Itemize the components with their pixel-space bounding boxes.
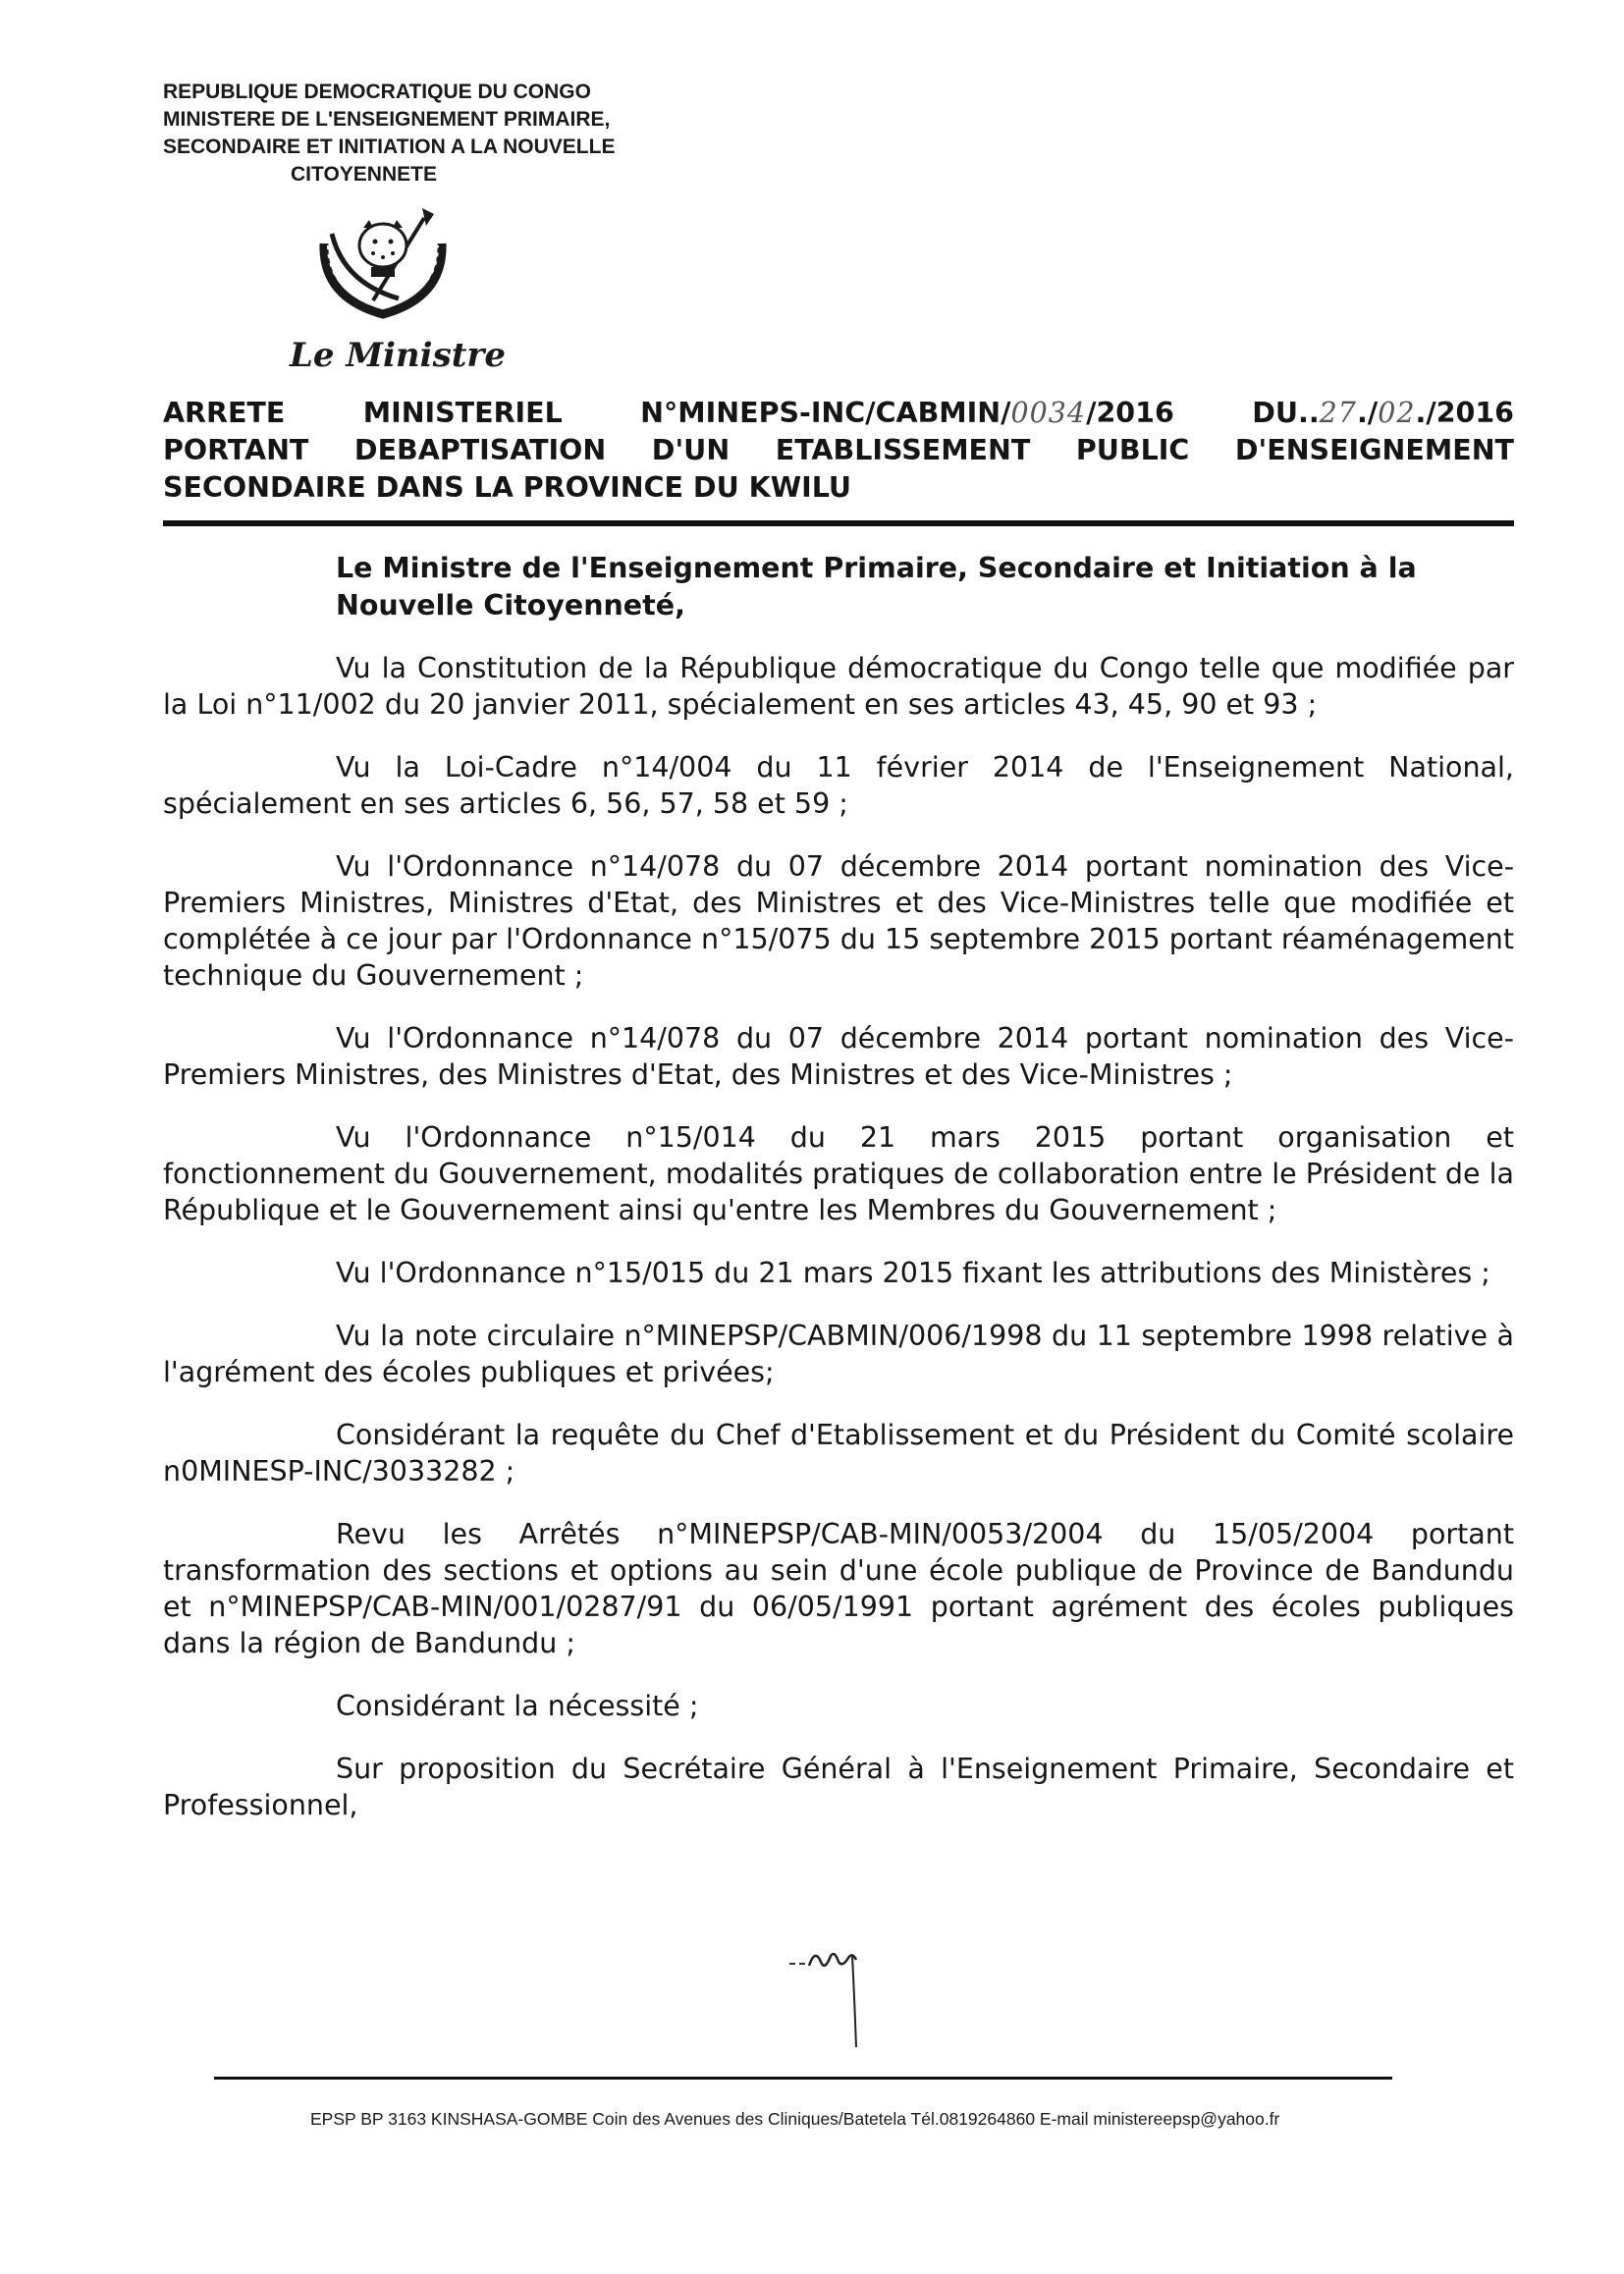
decree-title-line-3: SECONDAIRE DANS LA PROVINCE DU KWILU — [163, 471, 852, 504]
letterhead-line-ministry-cont: SECONDAIRE ET INITIATION A LA NOUVELLE — [163, 135, 616, 158]
recital-paragraph: Considérant la nécessité ; — [336, 1690, 699, 1722]
recital-paragraph: Revu les Arrêtés n°MINEPSP/CAB-MIN/0053/2004 du 15/05/2004 portant transformation des sections et options au sein d'une école publique de Province de Bandundu et n°MINEPSP/CAB-MIN/001/0287/91 du 06/05/1991 portant agrément des écoles publiques dans la région de Bandundu ; — [163, 1518, 1514, 1659]
coat-of-arms-icon — [304, 204, 461, 322]
decree-body — [163, 550, 1514, 1850]
recital-paragraph: Vu l'Ordonnance n°14/078 du 07 décembre 2014 portant nomination des Vice-Premiers Ministres, Ministres d'Etat, des Ministres et des Vice-Ministres telle que modifiée et complétée à ce jour par l'Ordonnance n°15/075 du 15 septembre 2015 portant réaménagement technique du Gouvernement ; — [163, 850, 1514, 992]
recital-paragraph: Vu l'Ordonnance n°15/014 du 21 mars 2015 portant organisation et fonctionnement du Gouvernement, modalités pratiques de collaboration entre le Président de la République et le Gouvernement ainsi qu'entre les Membres du Gouvernement ; — [163, 1121, 1514, 1226]
handwritten-month: 02 — [1378, 397, 1416, 429]
recital-paragraph: Vu la Loi-Cadre n°14/004 du 11 février 2014 de l'Enseignement National, spécialement en ses articles 6, 56, 57, 58 et 59 ; — [163, 751, 1514, 820]
decree-title-line-2: PORTANT DEBAPTISATION D'UN ETABLISSEMENT PUBLIC D'ENSEIGNEMENT — [163, 434, 1514, 466]
letterhead — [163, 79, 752, 189]
handwritten-initials-icon — [785, 1944, 864, 2052]
minister-heading: Le Ministre de l'Enseignement Primaire, Secondaire et Initiation à la Nouvelle Citoyenneté, — [336, 552, 1417, 622]
minister-title: Le Ministre — [290, 336, 506, 375]
letterhead-line-ministry: MINISTERE DE L'ENSEIGNEMENT PRIMAIRE, — [163, 108, 611, 131]
handwritten-decree-number: 0034 — [1010, 397, 1087, 429]
handwritten-day: 27 — [1319, 397, 1357, 429]
decree-title — [163, 395, 1514, 507]
letterhead-line-country: REPUBLIQUE DEMOCRATIQUE DU CONGO — [163, 81, 591, 103]
recital-paragraph: Considérant la requête du Chef d'Etablissement et du Président du Comité scolaire n0MINESP-INC/3033282 ; — [163, 1419, 1514, 1488]
footer-contact: EPSP BP 3163 KINSHASA-GOMBE Coin des Avenues des Cliniques/Batetela Tél.0819264860 E-mail ministereepsp@yahoo.fr — [310, 2109, 1280, 2129]
recital-paragraph: Vu l'Ordonnance n°15/015 du 21 mars 2015 fixant les attributions des Ministères ; — [336, 1257, 1490, 1289]
recital-paragraph: Vu l'Ordonnance n°14/078 du 07 décembre 2014 portant nomination des Vice-Premiers Ministres, des Ministres d'Etat, des Ministres et des Vice-Ministres ; — [163, 1022, 1514, 1091]
decree-title-line-1: ARRETE MINISTERIEL N°MINEPS-INC/CABMIN/0034/2016 DU..27./02./2016 — [163, 397, 1515, 429]
recital-paragraph: Vu la Constitution de la République démocratique du Congo telle que modifiée par la Loi n°11/002 du 20 janvier 2011, spécialement en ses articles 43, 45, 90 et 93 ; — [163, 652, 1514, 721]
letterhead-line-citizenship: CITOYENNETE — [291, 163, 437, 186]
footer-divider — [214, 2077, 1392, 2080]
title-divider — [163, 520, 1514, 526]
recital-paragraph: Vu la note circulaire n°MINEPSP/CABMIN/006/1998 du 11 septembre 1998 relative à l'agrément des écoles publiques et privées; — [163, 1320, 1514, 1388]
recital-paragraph: Sur proposition du Secrétaire Général à l'Enseignement Primaire, Secondaire et Professionnel, — [163, 1753, 1514, 1821]
